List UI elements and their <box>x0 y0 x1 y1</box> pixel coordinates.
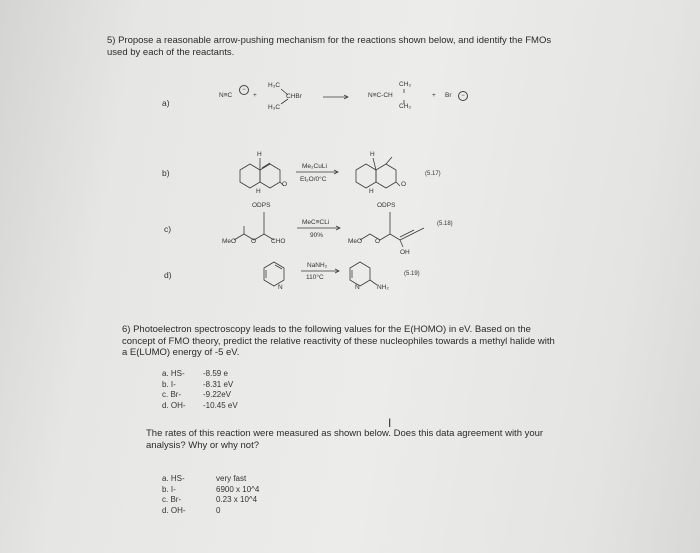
rate-value-hs: very fast <box>216 474 247 483</box>
chbr: CHBr <box>286 93 302 100</box>
sm-b-h-top: H <box>257 151 262 158</box>
prod-b-carbonyl <box>396 182 400 186</box>
prod-b-h-top: H <box>370 151 375 158</box>
equation-ref-5-17: (5.17) <box>425 171 441 177</box>
rate-values <box>216 474 259 516</box>
sm-c-oxygen: O <box>251 238 257 245</box>
prod-b-ring-left <box>356 164 376 188</box>
homo-value-oh: -10.45 eV <box>203 400 238 410</box>
question-5-text: 5) Propose a reasonable arrow-pushing mechanism for the reactions shown below, and identify the FMOs used by each of the reactants. <box>107 35 552 58</box>
prod-c-alkyne-3 <box>414 228 424 233</box>
bromide: Br <box>445 92 452 99</box>
reagent-nanh2: NaNH₂ <box>307 262 328 269</box>
sm-b-h-bottom: H <box>256 188 261 195</box>
prod-c-alkyne-1 <box>400 233 414 240</box>
question-6-text: 6) Photoelectron spectroscopy leads to the following values for the E(HOMO) in eV. Based on the concept of FMO theory, predict the relative reactivity of these nucleophiles towards a methyl halide with a E(LUMO) energy of -5 eV. <box>122 324 555 358</box>
reagent-yield: 90% <box>310 232 324 239</box>
rate-value-oh: 0 <box>216 505 221 515</box>
homo-labels <box>162 369 186 411</box>
sm-c-cho: CHO <box>271 238 286 245</box>
prod-c-alkyne-2 <box>400 230 414 237</box>
rates-question-text: The rates of this reaction were measured as shown below. Does this data agreement with your analysis? Why or why not? <box>146 428 544 451</box>
rate-value-i: 6900 x 10^4 <box>216 484 260 494</box>
prod-b-methyl <box>386 157 392 164</box>
h3c-top: H₃C <box>268 82 281 89</box>
homo-label-oh: d. OH- <box>162 400 186 410</box>
sm-b-oxygen: O <box>282 181 288 188</box>
prod-c-chain <box>360 234 400 240</box>
rate-label-hs: a. HS- <box>162 474 185 483</box>
plus-sign-a1: + <box>253 92 257 99</box>
equation-ref-5-18: (5.18) <box>437 221 453 227</box>
homo-label-i: b. I- <box>162 379 176 389</box>
cyanide-charge: − <box>239 85 249 95</box>
sm-c-odps: ODPS <box>252 202 271 209</box>
homo-value-br: -9.22eV <box>203 390 232 399</box>
reagent-me2culi: Me₂CuLi <box>302 163 327 170</box>
prod-c-odps: ODPS <box>377 202 396 209</box>
rate-label-i: b. I- <box>162 484 176 494</box>
sm-d-ring <box>264 262 284 286</box>
sm-c-chain <box>234 234 274 240</box>
rate-labels <box>162 474 186 516</box>
part-c-label: c) <box>164 224 172 234</box>
rate-label-br: c. Br- <box>162 495 182 504</box>
equation-ref-5-19: (5.19) <box>404 271 420 277</box>
homo-value-i: -8.31 eV <box>203 379 234 389</box>
product-ch3-top: CH₃ <box>399 81 412 88</box>
prod-d-nh2: NH₂ <box>377 284 389 291</box>
h3c-bottom: H₃C <box>268 104 281 111</box>
homo-label-hs: a. HS- <box>162 369 185 378</box>
prod-d-nitrogen: N <box>355 284 360 291</box>
prod-b-ring-right <box>376 164 396 188</box>
prod-b-oxygen: O <box>401 181 407 188</box>
sm-b-carbonyl <box>280 182 284 186</box>
prod-d-ring <box>350 262 370 286</box>
prod-c-oxygen: O <box>375 238 381 245</box>
homo-value-hs: -8.59 e <box>203 369 228 378</box>
homo-values <box>203 369 238 411</box>
prod-c-oh-bond <box>400 240 403 247</box>
rate-label-oh: d. OH- <box>162 505 186 515</box>
reagent-et2o: Et₂O/0°C <box>300 176 327 183</box>
prod-b-h-bottom: H <box>369 188 374 195</box>
product-nitrile: N≡C-CH <box>368 92 393 99</box>
bond-a-1 <box>281 89 288 95</box>
prod-c-oh: OH <box>400 249 410 256</box>
sm-d-double-2 <box>275 265 282 269</box>
reagent-mecconli: MeC≡CLi <box>302 219 330 226</box>
sm-d-nitrogen: N <box>278 284 283 291</box>
sm-c-meo: MeO <box>222 238 237 245</box>
prod-d-nh2-bond <box>370 280 377 285</box>
cyanide: N≡C <box>219 92 233 99</box>
reagent-temp: 110°C <box>306 274 324 281</box>
prod-c-meo: MeO <box>348 238 363 245</box>
bond-a-2 <box>281 99 288 104</box>
bromide-charge: − <box>458 91 468 101</box>
sm-b-ring-left <box>240 164 260 188</box>
part-a-label: a) <box>162 98 170 108</box>
product-ch3-bottom: CH₃ <box>399 103 412 110</box>
part-d-label: d) <box>164 270 172 280</box>
rate-value-br: 0.23 x 10^4 <box>216 495 258 504</box>
plus-sign-a2: + <box>432 92 436 99</box>
part-b-label: b) <box>162 168 170 178</box>
sm-b-double-bond <box>262 163 270 168</box>
text-cursor-icon: I <box>388 416 392 430</box>
homo-label-br: c. Br- <box>162 390 182 399</box>
